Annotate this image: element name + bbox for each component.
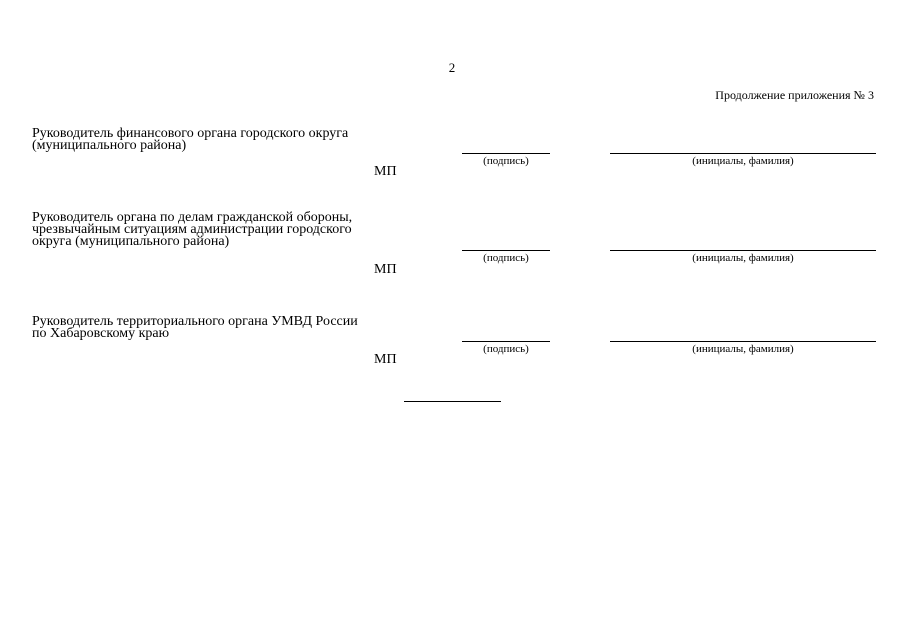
title-line: Руководитель органа по делам гражданской обороны, bbox=[32, 210, 353, 225]
signature-line bbox=[462, 341, 550, 342]
signature-caption: (подпись) bbox=[483, 155, 529, 167]
appendix-continuation-label: Продолжение приложения № 3 bbox=[715, 88, 874, 102]
name-caption: (инициалы, фамилия) bbox=[692, 155, 794, 167]
title-line: Руководитель территориального органа УМВД России bbox=[32, 314, 358, 329]
signature-caption: (подпись) bbox=[483, 252, 529, 264]
end-divider bbox=[404, 401, 501, 402]
title-line: (муниципального района) bbox=[32, 138, 187, 153]
title-line: чрезвычайным ситуациям администрации городского bbox=[32, 222, 352, 237]
page-number: 2 bbox=[448, 60, 456, 75]
name-caption: (инициалы, фамилия) bbox=[692, 252, 794, 264]
title-line: по Хабаровскому краю bbox=[32, 326, 170, 341]
stamp-label: МП bbox=[374, 262, 397, 277]
name-caption: (инициалы, фамилия) bbox=[692, 343, 794, 355]
stamp-label: МП bbox=[374, 164, 397, 179]
signature-block-1-title bbox=[32, 128, 412, 152]
stamp-label: МП bbox=[374, 352, 397, 367]
signature-block-3-title bbox=[32, 316, 412, 340]
signature-line bbox=[462, 250, 550, 251]
name-line bbox=[610, 341, 876, 342]
signature-block-2-title bbox=[32, 212, 412, 248]
title-line: Руководитель финансового органа городского округа bbox=[32, 126, 349, 141]
name-line bbox=[610, 153, 876, 154]
signature-caption: (подпись) bbox=[483, 343, 529, 355]
title-line: округа (муниципального района) bbox=[32, 234, 230, 249]
name-line bbox=[610, 250, 876, 251]
signature-line bbox=[462, 153, 550, 154]
